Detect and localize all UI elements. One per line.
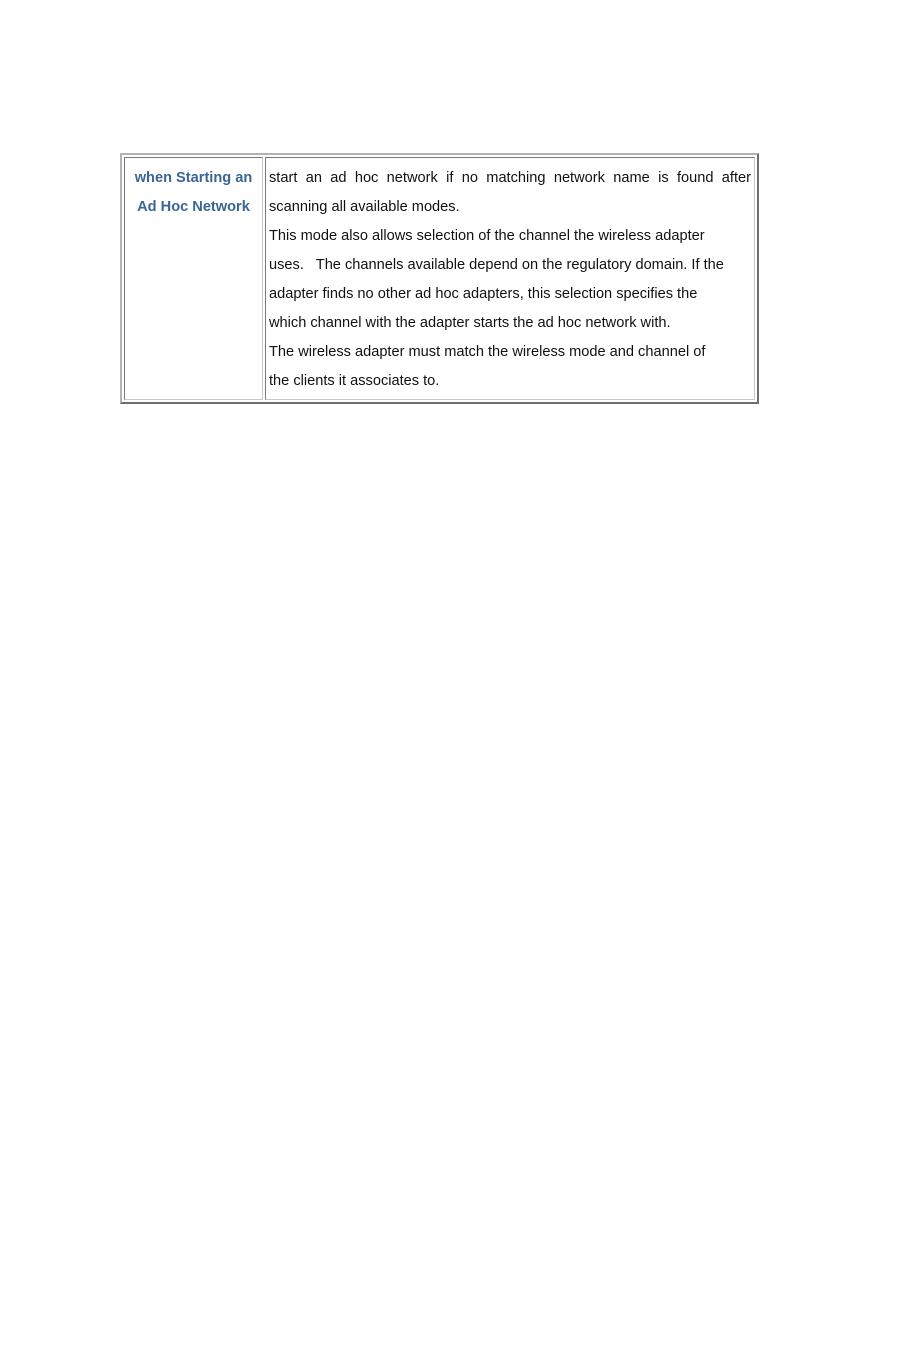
- description-paragraph-2: [269, 222, 751, 338]
- setting-label-line-2: Ad Hoc Network: [137, 199, 250, 215]
- description-line: This mode also allows selection of the channel the wireless adapter: [269, 228, 705, 244]
- description-line: adapter finds no other ad hoc adapters, this selection specifies the: [269, 286, 698, 302]
- setting-description-table: [120, 153, 759, 404]
- table-row: [124, 157, 755, 400]
- description-paragraph-3: [269, 338, 751, 396]
- description-line: start an ad hoc network if no matching network name is found after: [269, 170, 751, 186]
- description-line: The wireless adapter must match the wireless mode and channel of: [269, 344, 706, 360]
- description-line: the clients it associates to.: [269, 373, 440, 389]
- description-line: which channel with the adapter starts the ad hoc network with.: [269, 315, 671, 331]
- setting-label-line-1: when Starting an: [134, 170, 253, 186]
- setting-description-cell: [265, 157, 755, 400]
- description-line: uses. The channels available depend on the regulatory domain. If the: [269, 257, 724, 273]
- setting-label-cell: [124, 157, 263, 400]
- description-paragraph-1: [269, 164, 751, 222]
- description-line: scanning all available modes.: [269, 199, 460, 215]
